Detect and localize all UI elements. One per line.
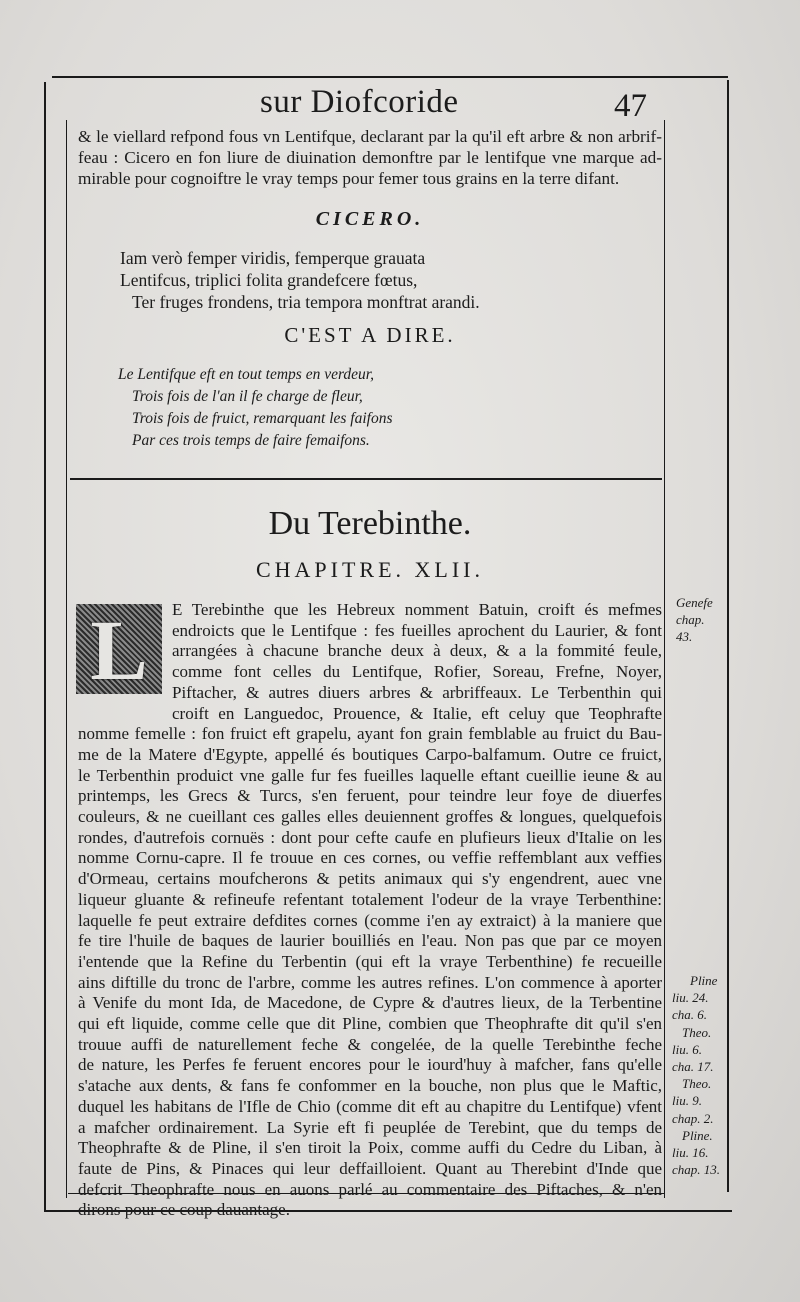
page-number: 47 xyxy=(614,88,647,124)
verse-line: Par ces trois temps de faire femaifons. xyxy=(132,432,370,449)
text-line: duquel les habitans de l'Ifle de Chio (comme dit eft au chapitre du Lentifque) vfent xyxy=(78,1096,662,1116)
text-line: trouue auffi de naturellement feche & congelée, de la quelle Terebinthe feche xyxy=(78,1034,662,1054)
inner-right-line xyxy=(664,120,665,1198)
margin-notes-top xyxy=(676,594,746,645)
text-line: nomme Cornu-capre. Il fe trouue en ces cornes, ou veffie reffemblant aux veffies xyxy=(78,848,662,868)
cicero-heading: CICERO. xyxy=(315,208,425,230)
top-rule xyxy=(52,76,728,78)
verse-line: Iam verò femper viridis, femperque grauata xyxy=(120,248,426,268)
text-line: Piftacher, & autres diuers arbres & arbriffeaux. Le Terbenthin qui xyxy=(172,682,662,702)
margin-note: cha. 17. xyxy=(672,1059,714,1075)
chapter-title: Du Terebinthe. xyxy=(268,505,472,542)
margin-note: Theo. xyxy=(682,1024,712,1040)
text-line: Theophrafte & de Pline, il s'en tiroit la Poix, comme auffi du Cedre du Liban, à xyxy=(78,1138,662,1158)
cest-a-dire-heading: C'EST A DIRE. xyxy=(284,323,456,347)
text-line: & le viellard refpond fous vn Lentifque, declarant par la qu'il eft arbre & non arbrif- xyxy=(78,127,662,146)
text-line: faute de Pins, & Pinaces qui leur deffailloient. Quant au Therebint d'Inde que xyxy=(78,1158,662,1178)
text-line: couleurs, & ne cueillant ces galles elles deuiennent groffes & longues, quelquefois xyxy=(78,807,662,827)
verse-line: Trois fois de fruict, remarquant les faifons xyxy=(132,410,393,427)
margin-note: cha. 6. xyxy=(672,1007,708,1023)
text-line: defcrit Theophrafte nous en auons parlé au commentaire des Piftaches, & n'en xyxy=(78,1179,662,1199)
left-frame-line xyxy=(44,82,46,1212)
margin-note: chap. xyxy=(676,612,705,627)
running-head: sur Diofcoride xyxy=(260,84,459,120)
text-line: croift en Languedoc, Prouence, & Italie, eft celuy que Teophrafte xyxy=(172,703,662,723)
margin-note: Theo. xyxy=(682,1076,712,1092)
chapter-number: CHAPITRE. XLII. xyxy=(255,557,485,582)
chapter-body xyxy=(78,600,662,1221)
text-line: de nature, les Perfes fe feruent encores pour le iourd'huy à mafcher, fans qu'elle xyxy=(78,1055,662,1075)
text-line: mirable pour cognoiftre le vray temps pour femer tous grains en la terre difant. xyxy=(78,169,620,188)
text-line: ains diftille du tronc de l'arbre, comme les autres refines. L'on commence à aporter xyxy=(78,972,662,992)
text-line: endroicts que le Lentifque : fes fueilles aprochent du Laurier, & font xyxy=(172,620,662,640)
text-line: arrangées à chacune branche deux à deux, & a la fommité feule, xyxy=(172,641,662,661)
text-line: feau : Cicero en fon liure de diuination demonftre par le lentifque vne marque ad- xyxy=(78,148,662,167)
margin-note: 43. xyxy=(676,629,693,644)
margin-note: Pline xyxy=(690,973,718,988)
margin-note: chap. 2. xyxy=(672,1110,714,1126)
text-line: printemps, les Grecs & Turcs, s'en feruent, pour teindre leur foye de diuerfes xyxy=(78,786,662,806)
text-line: laquelle fe peut extraire defdites cornes (comme i'en ay extraict) à la maniere que xyxy=(78,910,662,930)
margin-note: Pline. xyxy=(682,1127,713,1143)
latin-verse xyxy=(120,247,480,313)
verse-line: Trois fois de l'an il fe charge de fleur, xyxy=(132,388,363,405)
text-line: me de la Matere d'Egypte, appellé és boutiques Carpo-balfamum. Outre ce fruict, xyxy=(78,744,662,764)
text-line: dirons pour ce coup dauantage. xyxy=(78,1200,290,1220)
text-line: s'atache aux dents, & fans fe confommer en la bouche, non plus que le Maftic, xyxy=(78,1076,662,1096)
text-line: d'Ormeau, certains moufcherons & petits animaux qui s'y engendrent, auec vne xyxy=(78,869,662,889)
margin-note: liu. 24. xyxy=(672,990,709,1006)
margin-note: liu. 9. xyxy=(672,1093,702,1109)
margin-notes-bottom xyxy=(672,972,742,1178)
drop-cap-letter: L xyxy=(90,602,148,698)
section-divider xyxy=(70,478,662,480)
text-line: le Terbenthin produict vne galle fur fes fueilles laquelle eftant cueillie ieune & au xyxy=(78,765,662,785)
inner-left-line xyxy=(66,120,67,1198)
margin-note: Genefe xyxy=(676,595,713,610)
text-line: a mafcher ordinairement. La Syrie eft fi peuplée de Terebint, que du temps de xyxy=(78,1117,662,1137)
text-line: comme font celles du Lentifque, Rofier, Soreau, Frefne, Noyer, xyxy=(172,662,662,682)
verse-line: Lentifcus, triplici folita grandefcere fœtus, xyxy=(120,270,418,290)
verse-line: Ter fruges frondens, tria tempora monftrat arandi. xyxy=(132,292,480,312)
text-line: E Terebinthe que les Hebreux nomment Batuin, croift és mefmes xyxy=(172,600,662,619)
margin-note: liu. 6. xyxy=(672,1041,702,1057)
text-line: rondes, d'autrefois cornuës : dont pour cefte caufe en plufieurs lieux d'Italie on les xyxy=(78,827,662,847)
french-verse xyxy=(118,364,393,452)
text-line: à Venife du mont Ida, de Macedone, de Cypre & d'autres lieux, de la Terbentine xyxy=(78,993,662,1013)
margin-note: chap. 13. xyxy=(672,1162,721,1178)
intro-paragraph xyxy=(78,126,662,189)
text-line: qui eft liquide, comme celle que dit Pline, combien que Theophrafte dit qu'il s'en xyxy=(78,1014,662,1034)
margin-note: liu. 16. xyxy=(672,1145,709,1161)
text-line: nomme femelle : fon fruict eft grapelu, ayant fon grain femblable au fruict du Bau- xyxy=(78,724,662,744)
text-line: fe tire l'huile de baques de laurier bouilliés en l'eau. Non pas que par ce moyen xyxy=(78,931,662,951)
verse-line: Le Lentifque eft en tout temps en verdeur, xyxy=(118,366,374,383)
text-line: liqueur gluante & refineufe refentant totalement l'odeur de la vraye Terbenthine: xyxy=(78,889,662,909)
text-line: i'entende que la Refine du Terbentin (qui eft la vraye Terbenthine) fe recueille xyxy=(78,951,662,971)
